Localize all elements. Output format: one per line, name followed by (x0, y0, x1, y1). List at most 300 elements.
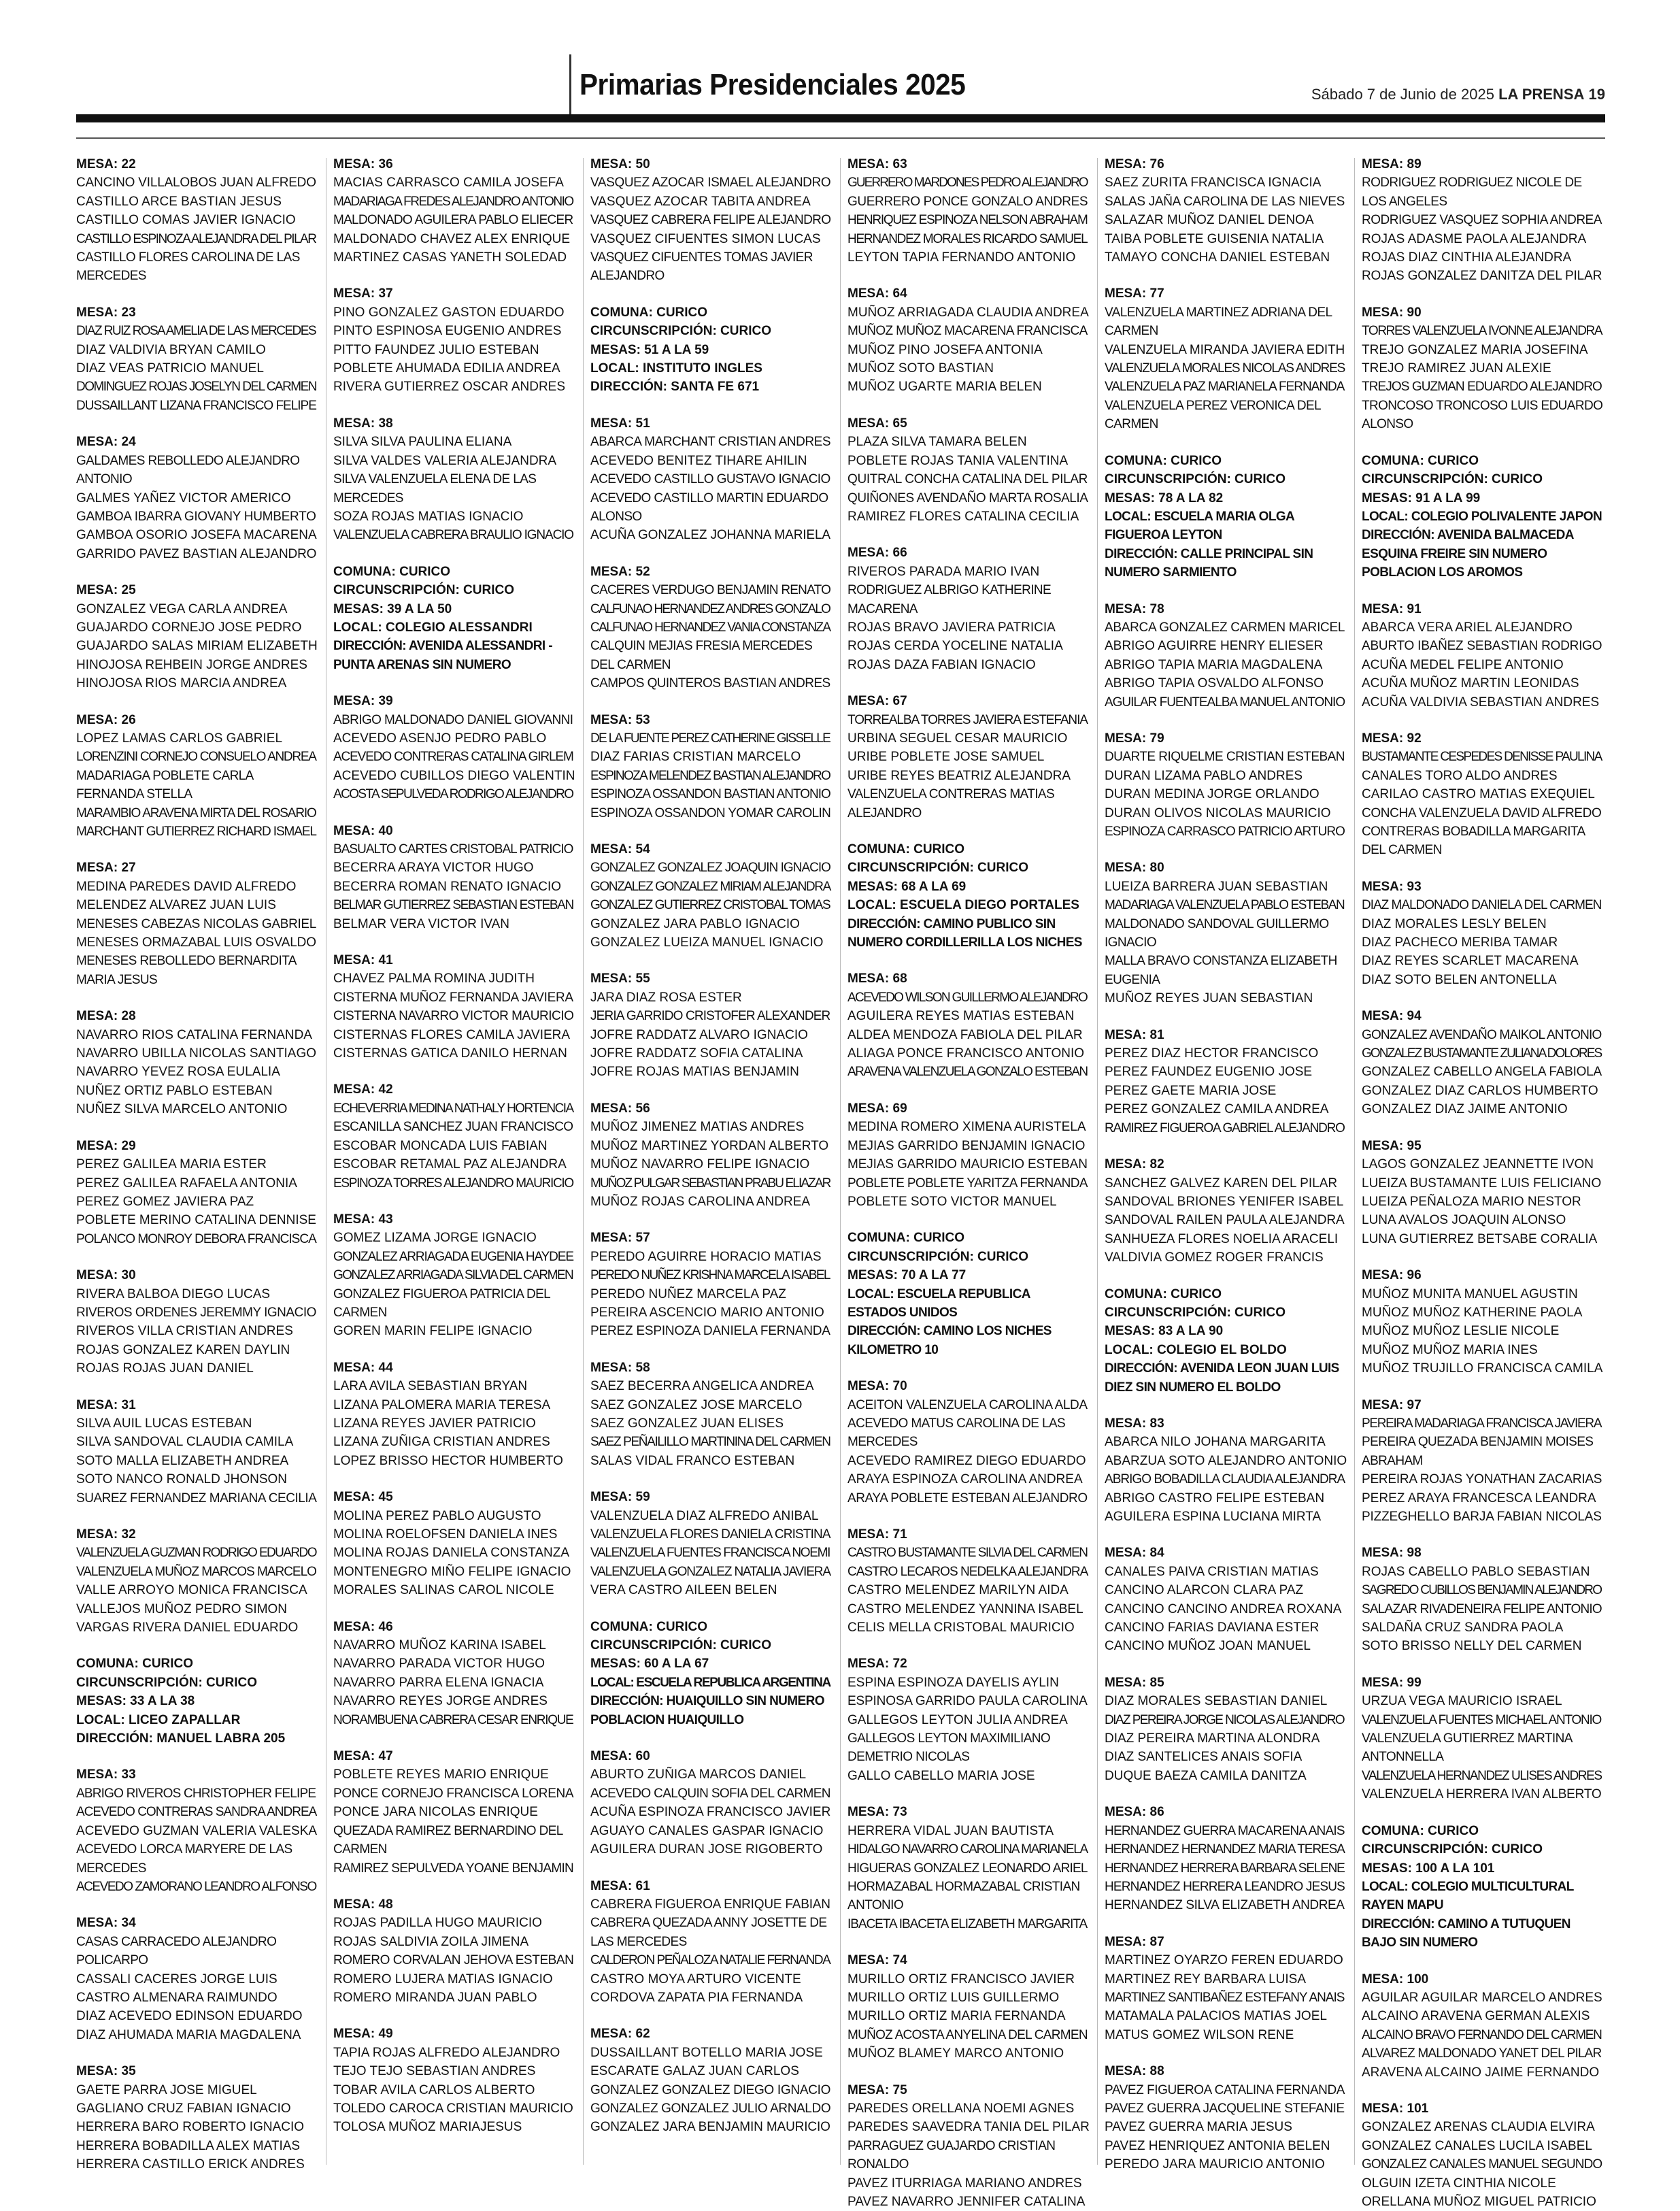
mesa-block (1105, 284, 1347, 433)
mesa-block (847, 414, 1090, 526)
voter-name: LARA AVILA SEBASTIAN BRYAN (333, 1379, 528, 1394)
mesa-block (76, 1396, 318, 1508)
mesa-block (76, 1266, 318, 1378)
polling-place-line: CIRCUNSCRIPCIÓN: CURICO (590, 1638, 771, 1653)
voter-name: DURAN MEDINA JORGE ORLANDO (1105, 787, 1320, 802)
mesa-label: MESA: 54 (590, 842, 650, 857)
voter-name: ACEVEDO CONTRERAS CATALINA GIRLEM (333, 750, 573, 765)
voter-name: TAPIA ROJAS ALFREDO ALEJANDRO (333, 2045, 560, 2060)
voter-name: SOTO MALLA ELIZABETH ANDREA (76, 1453, 289, 1468)
mesa-block (76, 155, 318, 286)
polling-place-line: LOCAL: COLEGIO MULTICULTURAL RAYEN MAPU (1362, 1879, 1574, 1913)
voter-name: GONZALEZ LUEIZA MANUEL IGNACIO (590, 935, 824, 950)
voter-name: CASAS CARRACEDO ALEJANDRO POLICARPO (76, 1934, 277, 1968)
voter-name: LUNA AVALOS JOAQUIN ALONSO (1362, 1213, 1566, 1228)
voter-name: ROJAS BRAVO JAVIERA PATRICIA (847, 620, 1056, 635)
voter-name: ACEVEDO CASTILLO MARTIN EDUARDO ALONSO (590, 491, 828, 524)
mesa-label: MESA: 99 (1362, 1675, 1422, 1690)
voter-name: GONZALEZ GONZALEZ JOAQUIN IGNACIO (590, 861, 830, 876)
voter-name: ARAVENA ALCAINO JAIME FERNANDO (1362, 2065, 1600, 2080)
voter-name: MEJIAS GARRIDO MAURICIO ESTEBAN (847, 1157, 1088, 1172)
mesa-block (333, 1618, 575, 1729)
voter-name: BELMAR VERA VICTOR IVAN (333, 916, 510, 931)
mesa-block (590, 563, 833, 693)
voter-name: TRONCOSO TRONCOSO LUIS EDUARDO ALONSO (1362, 398, 1603, 432)
voter-name: HORMAZABAL HORMAZABAL CRISTIAN ANTONIO (847, 1879, 1080, 1913)
voter-name: DIAZ VALDIVIA BRYAN CAMILO (76, 342, 266, 357)
voter-name: GONZALEZ DIAZ JAIME ANTONIO (1362, 1102, 1568, 1117)
voter-name: QUEZADA RAMIREZ BERNARDINO DEL CARMEN (333, 1823, 563, 1857)
voter-name: QUITRAL CONCHA CATALINA DEL PILAR (847, 472, 1088, 487)
voter-name: CORDOVA ZAPATA PIA FERNANDA (590, 1990, 803, 2005)
polling-place-line: LOCAL: COLEGIO EL BOLDO (1105, 1342, 1287, 1357)
voter-name: ALCAINO BRAVO FERNANDO DEL CARMEN (1362, 2027, 1602, 2042)
voter-name: GOREN MARIN FELIPE IGNACIO (333, 1324, 533, 1339)
voter-name: SANHUEZA FLORES NOELIA ARACELI (1105, 1231, 1339, 1246)
polling-place-line: CIRCUNSCRIPCIÓN: CURICO (1362, 472, 1543, 487)
voter-name: TOLOSA MUÑOZ MARIAJESUS (333, 2120, 522, 2135)
voter-name: MENESES REBOLLEDO BERNARDITA MARIA JESUS (76, 954, 296, 987)
voter-name: SAGREDO CUBILLOS BENJAMIN ALEJANDRO (1362, 1583, 1602, 1598)
voter-name: CANCINO MUÑOZ JOAN MANUEL (1105, 1639, 1311, 1654)
mesa-block (76, 1914, 318, 2044)
polling-place-block (590, 303, 833, 397)
mesa-block (590, 1488, 833, 1599)
voter-name: PEREDO NUÑEZ KRISHNA MARCELA ISABEL (590, 1268, 830, 1283)
voter-name: LIZANA PALOMERA MARIA TERESA (333, 1397, 551, 1412)
mesa-label: MESA: 72 (847, 1657, 907, 1672)
voter-name: DIAZ PEREIRA MARTINA ALONDRA (1105, 1731, 1320, 1746)
voter-name: ACOSTA SEPULVEDA RODRIGO ALEJANDRO (333, 787, 573, 802)
mesa-label: MESA: 97 (1362, 1397, 1422, 1412)
mesa-block (1105, 729, 1347, 841)
voter-name: POLANCO MONROY DEBORA FRANCISCA (76, 1231, 316, 1246)
voter-name: VALENZUELA GUTIERREZ MARTINA ANTONNELLA (1362, 1731, 1572, 1765)
voter-name: MUÑOZ SOTO BASTIAN (847, 361, 994, 376)
mesa-block (1362, 2099, 1604, 2211)
mesa-label: MESA: 84 (1105, 1546, 1164, 1561)
mesa-label: MESA: 24 (76, 435, 136, 450)
voter-name: CALDERON PEÑALOZA NATALIE FERNANDA (590, 1953, 830, 1968)
voter-name: HERRERA BOBADILLA ALEX MATIAS (76, 2138, 301, 2153)
voter-name: GONZALEZ BUSTAMANTE ZULIANA DOLORES (1362, 1046, 1602, 1061)
voter-name: GONZALEZ VEGA CARLA ANDREA (76, 601, 288, 616)
voter-name: PEREZ ARAYA FRANCESCA LEANDRA (1362, 1491, 1596, 1506)
voter-name: RIVEROS ORDENES JEREMMY IGNACIO (76, 1305, 316, 1320)
voter-name: SAEZ PEÑAILILLO MARTININA DEL CARMEN (590, 1435, 830, 1450)
mesa-block (1105, 1803, 1347, 1914)
voter-name: PEREZ GONZALEZ CAMILA ANDREA (1105, 1102, 1329, 1117)
voter-name: ABARCA VERA ARIEL ALEJANDRO (1362, 620, 1573, 635)
polling-place-line: COMUNA: CURICO (1105, 453, 1222, 468)
voter-name: PAVEZ GUERRA MARIA JESUS (1105, 2120, 1292, 2135)
voter-name: PEREDO AGUIRRE HORACIO MATIAS (590, 1249, 822, 1264)
voter-name: MATAMALA PALACIOS MATIAS JOEL (1105, 2009, 1327, 2024)
voter-name: JOFRE RADDATZ ALVARO IGNACIO (590, 1027, 808, 1042)
voter-name: ROJAS DIAZ CINTHIA ALEJANDRA (1362, 250, 1572, 265)
voter-name: VALENZUELA GUZMAN RODRIGO EDUARDO (76, 1546, 316, 1561)
voter-name: VALENZUELA HERNANDEZ ULISES ANDRES (1362, 1768, 1602, 1783)
voter-name: GUAJARDO CORNEJO JOSE PEDRO (76, 620, 302, 635)
voter-name: VERA CASTRO AILEEN BELEN (590, 1583, 777, 1598)
voter-name: CISTERNAS GATICA DANILO HERNAN (333, 1046, 567, 1061)
voter-name: VALDIVIA GOMEZ ROGER FRANCIS (1105, 1250, 1324, 1265)
mesa-label: MESA: 51 (590, 416, 650, 431)
voter-name: PEREIRA ROJAS YONATHAN ZACARIAS (1362, 1472, 1602, 1487)
mesa-label: MESA: 63 (847, 157, 907, 171)
page-number: 19 (1588, 86, 1605, 103)
mesa-block (590, 2025, 833, 2136)
voter-name: VALENZUELA GONZALEZ NATALIA JAVIERA (590, 1564, 830, 1579)
polling-place-line: COMUNA: CURICO (1105, 1286, 1222, 1301)
voter-name: DIAZ MORALES LESLY BELEN (1362, 916, 1547, 931)
voter-name: RODRIGUEZ RODRIGUEZ NICOLE DE LOS ANGELES (1362, 176, 1582, 209)
mesa-block (1105, 1414, 1347, 1526)
mesa-block (590, 840, 833, 952)
voter-name: ROJAS GONZALEZ DANITZA DEL PILAR (1362, 269, 1602, 284)
voter-name: ROJAS GONZALEZ KAREN DAYLIN (76, 1342, 290, 1357)
voter-name: ARAYA ESPINOZA CAROLINA ANDREA (847, 1472, 1083, 1487)
voter-name: DIAZ AHUMADA MARIA MAGDALENA (76, 2027, 301, 2042)
voter-name: LIZANA ZUÑIGA CRISTIAN ANDRES (333, 1435, 550, 1450)
mesa-label: MESA: 71 (847, 1527, 907, 1542)
voter-name: MALDONADO SANDOVAL GUILLERMO IGNACIO (1105, 916, 1329, 950)
voter-name: GONZALEZ DIAZ CARLOS HUMBERTO (1362, 1083, 1598, 1098)
voter-name: PIZZEGHELLO BARJA FABIAN NICOLAS (1362, 1510, 1602, 1524)
voter-name: SANCHEZ GALVEZ KAREN DEL PILAR (1105, 1176, 1338, 1191)
voter-name: CASTRO MELENDEZ YANNINA ISABEL (847, 1601, 1083, 1616)
voter-name: DE LA FUENTE PEREZ CATHERINE GISSELLE (590, 731, 830, 746)
voter-name: PONCE JARA NICOLAS ENRIQUE (333, 1805, 538, 1820)
voter-name: ROMERO CORVALAN JEHOVA ESTEBAN (333, 1953, 574, 1968)
voter-name: ABRIGO CASTRO FELIPE ESTEBAN (1105, 1491, 1325, 1506)
voter-name: LOPEZ LAMAS CARLOS GABRIEL (76, 731, 283, 746)
voter-name: ABARCA GONZALEZ CARMEN MARICEL (1105, 620, 1345, 635)
voter-name: ACEVEDO CUBILLOS DIEGO VALENTIN (333, 768, 575, 783)
mesa-block (1362, 878, 1604, 989)
voter-name: HERRERA VIDAL JUAN BAUTISTA (847, 1823, 1054, 1838)
polling-place-line: COMUNA: CURICO (590, 1619, 708, 1634)
voter-name: PEREZ DIAZ HECTOR FRANCISCO (1105, 1046, 1319, 1061)
voter-name: ABURTO IBAÑEZ SEBASTIAN RODRIGO (1362, 639, 1602, 654)
mesa-label: MESA: 98 (1362, 1546, 1422, 1561)
voter-name: VARGAS RIVERA DANIEL EDUARDO (76, 1620, 299, 1635)
polling-place-line: MESAS: 33 A LA 38 (76, 1694, 195, 1709)
mesa-label: MESA: 30 (76, 1268, 136, 1283)
voter-name: MARTINEZ OYARZO FEREN EDUARDO (1105, 1953, 1343, 1968)
voter-name: ACEVEDO GUZMAN VALERIA VALESKA (76, 1823, 318, 1838)
voter-name: AGUILERA REYES MATIAS ESTEBAN (847, 1009, 1075, 1024)
voter-name: RIVEROS VILLA CRISTIAN ANDRES (76, 1324, 293, 1339)
polling-place-block (847, 1229, 1090, 1359)
voter-name: URIBE POBLETE JOSE SAMUEL (847, 750, 1045, 765)
mesa-block (333, 284, 575, 396)
mesa-label: MESA: 94 (1362, 1009, 1422, 1024)
mesa-label: MESA: 85 (1105, 1675, 1164, 1690)
voter-name: HINOJOSA REHBEIN JORGE ANDRES (76, 657, 307, 672)
voter-name: MOLINA ROJAS DANIELA CONSTANZA (333, 1546, 570, 1561)
polling-place-line: LOCAL: COLEGIO POLIVALENTE JAPON (1362, 509, 1602, 524)
mesa-block (1105, 600, 1347, 712)
voter-name: SALAS VIDAL FRANCO ESTEBAN (590, 1453, 795, 1468)
polling-place-line: MESAS: 83 A LA 90 (1105, 1324, 1224, 1339)
voter-name: ESPINOZA MELENDEZ BASTIAN ALEJANDRO (590, 768, 830, 783)
voter-name: BELMAR GUTIERREZ SEBASTIAN ESTEBAN (333, 898, 573, 913)
mesa-block (333, 155, 575, 267)
mesa-block (1105, 1544, 1347, 1655)
voter-name: CANCINO ALARCON CLARA PAZ (1105, 1583, 1304, 1598)
voter-name: GALMES YAÑEZ VICTOR AMERICO (76, 491, 291, 505)
mesa-label: MESA: 78 (1105, 601, 1164, 616)
voter-name: VASQUEZ CABRERA FELIPE ALEJANDRO (590, 213, 831, 228)
voter-name: AGUILERA DURAN JOSE RIGOBERTO (590, 1842, 823, 1857)
voter-name: URIBE REYES BEATRIZ ALEJANDRA (847, 768, 1071, 783)
voter-name: AGUILERA ESPINA LUCIANA MIRTA (1105, 1510, 1322, 1524)
newspaper-name: LA PRENSA (1498, 86, 1585, 103)
voter-name: CASTRO MOYA ARTURO VICENTE (590, 1972, 801, 1986)
voter-name: ROJAS ROJAS JUAN DANIEL (76, 1361, 254, 1376)
voter-name: CISTERNAS FLORES CAMILA JAVIERA (333, 1027, 571, 1042)
voter-name: IBACETA IBACETA ELIZABETH MARGARITA (847, 1916, 1088, 1931)
voter-name: HERRERA BARO ROBERTO IGNACIO (76, 2120, 305, 2135)
mesa-block (847, 1099, 1090, 1211)
mesa-label: MESA: 35 (76, 2064, 136, 2079)
mesa-label: MESA: 46 (333, 1619, 393, 1634)
voter-name: GONZALEZ GONZALEZ JULIO ARNALDO (590, 2101, 831, 2116)
mesa-block (590, 711, 833, 822)
voter-name: ROJAS CERDA YOCELINE NATALIA (847, 639, 1063, 654)
polling-place-block (847, 840, 1090, 952)
voter-name: MUÑOZ MUÑOZ LESLIE NICOLE (1362, 1324, 1560, 1339)
polling-place-line: COMUNA: CURICO (590, 305, 708, 320)
voter-name: MORALES SALINAS CAROL NICOLE (333, 1583, 554, 1598)
voter-name: RAMIREZ FIGUEROA GABRIEL ALEJANDRO (1105, 1120, 1345, 1135)
voter-name: MUÑOZ UGARTE MARIA BELEN (847, 380, 1042, 395)
polling-place-line: CIRCUNSCRIPCIÓN: CURICO (847, 861, 1028, 876)
voter-name: TORRES VALENZUELA IVONNE ALEJANDRA (1362, 324, 1602, 339)
voter-name: VALENZUELA MUÑOZ MARCOS MARCELO (76, 1564, 316, 1579)
polling-place-line: MESAS: 70 A LA 77 (847, 1268, 967, 1283)
voter-name: ACEITON VALENZUELA CAROLINA ALDA (847, 1397, 1088, 1412)
mesa-label: MESA: 77 (1105, 286, 1164, 301)
voter-name: RIVERA GUTIERREZ OSCAR ANDRES (333, 380, 566, 395)
voter-name: ABARZUA SOTO ALEJANDRO ANTONIO (1105, 1453, 1347, 1468)
mesa-block (1362, 1396, 1604, 1527)
mesa-label: MESA: 96 (1362, 1268, 1422, 1283)
voter-name: SANDOVAL RAILEN PAULA ALEJANDRA (1105, 1213, 1345, 1228)
voter-name: PEREZ GALILEA RAFAELA ANTONIA (76, 1176, 297, 1191)
polling-place-line: MESAS: 39 A LA 50 (333, 601, 452, 616)
mesa-block (333, 414, 575, 545)
polling-place-line: CIRCUNSCRIPCIÓN: CURICO (847, 1249, 1028, 1264)
voter-name: PEREIRA ASCENCIO MARIO ANTONIO (590, 1305, 824, 1320)
voter-name: SOTO NANCO RONALD JHONSON (76, 1472, 288, 1487)
mesa-label: MESA: 65 (847, 416, 907, 431)
polling-place-line: MESAS: 91 A LA 99 (1362, 491, 1481, 505)
voter-name: DIAZ SANTELICES ANAIS SOFIA (1105, 1750, 1303, 1765)
voter-name: MURILLO ORTIZ MARIA FERNANDA (847, 2009, 1066, 2024)
voter-name: DURAN OLIVOS NICOLAS MAURICIO (1105, 805, 1331, 820)
mesa-label: MESA: 34 (76, 1916, 136, 1931)
voter-name: VALENZUELA CABRERA BRAULIO IGNACIO (333, 528, 573, 543)
mesa-block (333, 951, 575, 1063)
mesa-label: MESA: 87 (1105, 1934, 1164, 1949)
mesa-label: MESA: 26 (76, 712, 136, 727)
voter-name: DIAZ PEREIRA JORGE NICOLAS ALEJANDRO (1105, 1712, 1345, 1727)
voter-name: VASQUEZ CIFUENTES TOMAS JAVIER ALEJANDRO (590, 250, 813, 284)
mesa-label: MESA: 42 (333, 1082, 393, 1097)
mesa-label: MESA: 100 (1362, 1972, 1429, 1986)
voter-name: ABRIGO BOBADILLA CLAUDIA ALEJANDRA (1105, 1472, 1345, 1487)
voter-name: CELIS MELLA CRISTOBAL MAURICIO (847, 1620, 1075, 1635)
voter-name: LUEIZA PEÑALOZA MARIO NESTOR (1362, 1194, 1581, 1209)
voter-name: TAMAYO CONCHA DANIEL ESTEBAN (1105, 250, 1330, 265)
voter-name: VALENZUELA CONTRERAS MATIAS ALEJANDRO (847, 787, 1055, 820)
voter-name: DIAZ SOTO BELEN ANTONELLA (1362, 972, 1557, 987)
voter-name: GONZALEZ ARENAS CLAUDIA ELVIRA (1362, 2120, 1595, 2135)
voter-name: JOFRE RADDATZ SOFIA CATALINA (590, 1046, 803, 1061)
polling-place-line: LOCAL: ESCUELA REPUBLICA ESTADOS UNIDOS (847, 1286, 1030, 1320)
voter-name: GONZALEZ AVENDAÑO MAIKOL ANTONIO (1362, 1027, 1602, 1042)
mesa-label: MESA: 56 (590, 1101, 650, 1116)
voter-name: VASQUEZ CIFUENTES SIMON LUCAS (590, 231, 821, 246)
polling-place-line: CIRCUNSCRIPCIÓN: CURICO (333, 583, 514, 598)
polling-place-line: MESAS: 51 A LA 59 (590, 342, 709, 357)
voter-name: HENRIQUEZ ESPINOZA NELSON ABRAHAM (847, 213, 1088, 228)
mesa-label: MESA: 22 (76, 157, 136, 171)
voter-name: DOMINGUEZ ROJAS JOSELYN DEL CARMEN (76, 380, 316, 395)
voter-name: HERNANDEZ HERRERA BARBARA SELENE (1105, 1861, 1345, 1876)
voter-name: JARA DIAZ ROSA ESTER (590, 990, 742, 1005)
mesa-label: MESA: 53 (590, 712, 650, 727)
mesa-block (333, 1210, 575, 1341)
voter-name: CASTILLO ESPINOZA ALEJANDRA DEL PILAR (76, 231, 316, 246)
voter-name: TAIBA POBLETE GUISENIA NATALIA (1105, 231, 1324, 246)
mesa-label: MESA: 29 (76, 1138, 136, 1153)
voter-name: GONZALEZ GONZALEZ MIRIAM ALEJANDRA (590, 879, 830, 894)
polling-place-line: DIRECCIÓN: HUAIQUILLO SIN NUMERO POBLACION HUAIQUILLO (590, 1694, 824, 1727)
voter-name: DIAZ ACEVEDO EDINSON EDUARDO (76, 2009, 303, 2024)
voter-name: ACEVEDO RAMIREZ DIEGO EDUARDO (847, 1453, 1086, 1468)
voter-name: POBLETE REYES MARIO ENRIQUE (333, 1767, 549, 1782)
mesa-label: MESA: 23 (76, 305, 136, 320)
voter-name: MEJIAS GARRIDO BENJAMIN IGNACIO (847, 1138, 1086, 1153)
voter-name: MALLA BRAVO CONSTANZA ELIZABETH EUGENIA (1105, 954, 1337, 987)
voter-name: PINO GONZALEZ GASTON EDUARDO (333, 305, 565, 320)
voter-name: PONCE CORNEJO FRANCISCA LORENA (333, 1786, 574, 1801)
voter-name: BUSTAMANTE CESPEDES DENISSE PAULINA (1362, 750, 1602, 765)
voter-name: DIAZ FARIAS CRISTIAN MARCELO (590, 750, 801, 765)
mesa-block (333, 1359, 575, 1470)
voter-name: ARAVENA VALENZUELA GONZALO ESTEBAN (847, 1065, 1088, 1080)
mesa-block (76, 303, 318, 415)
voter-name: SANDOVAL BRIONES YENIFER ISABEL (1105, 1194, 1344, 1209)
polling-place-line: LOCAL: ESCUELA REPUBLICA ARGENTINA (590, 1675, 830, 1690)
column-separator (1354, 158, 1355, 2165)
voter-name: PEREDO NUÑEZ MARCELA PAZ (590, 1286, 786, 1301)
mesa-block (333, 2025, 575, 2136)
polling-place-block (1105, 1285, 1347, 1397)
voter-name: MARTINEZ REY BARBARA LUISA (1105, 1972, 1306, 1986)
voter-name: GUERRERO MARDONES PEDRO ALEJANDRO (847, 176, 1088, 190)
voter-name: VALENZUELA HERRERA IVAN ALBERTO (1362, 1787, 1602, 1802)
column-separator (583, 158, 584, 2165)
polling-place-line: CIRCUNSCRIPCIÓN: CURICO (1105, 472, 1286, 487)
voter-name: DUSSAILLANT BOTELLO MARIA JOSE (590, 2045, 823, 2060)
voter-name: ACEVEDO CASTILLO GUSTAVO IGNACIO (590, 472, 830, 487)
mesa-label: MESA: 73 (847, 1805, 907, 1820)
polling-place-line: CIRCUNSCRIPCIÓN: CURICO (76, 1675, 257, 1690)
header-divider (569, 54, 571, 118)
voter-name: TREJOS GUZMAN EDUARDO ALEJANDRO (1362, 380, 1602, 395)
voter-name: SOTO BRISSO NELLY DEL CARMEN (1362, 1639, 1582, 1654)
voter-name: NORAMBUENA CABRERA CESAR ENRIQUE (333, 1712, 573, 1727)
voter-name: VALENZUELA FUENTES MICHAEL ANTONIO (1362, 1712, 1602, 1727)
folio (1311, 86, 1605, 103)
voter-name: GONZALEZ CABELLO ANGELA FABIOLA (1362, 1065, 1602, 1080)
mesa-label: MESA: 25 (76, 583, 136, 598)
mesa-block (76, 1137, 318, 1248)
voter-name: PAREDES ORELLANA NOEMI AGNES (847, 2101, 1075, 2116)
mesa-label: MESA: 88 (1105, 2064, 1164, 2079)
voter-name: ACEVEDO CONTRERAS SANDRA ANDREA (76, 1805, 317, 1820)
voter-name: PAREDES SAAVEDRA TANIA DEL PILAR (847, 2120, 1090, 2135)
voter-name: ESPINOZA CARRASCO PATRICIO ARTURO (1105, 825, 1345, 839)
voter-name: SAEZ GONZALEZ JOSE MARCELO (590, 1397, 803, 1412)
polling-place-line: LOCAL: LICEO ZAPALLAR (76, 1712, 241, 1727)
voter-name: VALENZUELA MARTINEZ ADRIANA DEL CARMEN (1105, 305, 1332, 339)
voter-name: ESPINOZA OSSANDON BASTIAN ANTONIO (590, 787, 830, 802)
columns-container (76, 155, 1605, 2209)
voter-name: CASSALI CACERES JORGE LUIS (76, 1972, 278, 1986)
voter-name: BECERRA ARAYA VICTOR HUGO (333, 861, 534, 876)
mesa-label: MESA: 31 (76, 1397, 136, 1412)
voter-name: CISTERNA MUÑOZ FERNANDA JAVIERA (333, 990, 573, 1005)
voter-name: VALLE ARROYO MONICA FRANCISCA (76, 1583, 307, 1598)
voter-name: PINTO ESPINOSA EUGENIO ANDRES (333, 324, 562, 339)
polling-place-line: CIRCUNSCRIPCIÓN: CURICO (590, 324, 771, 339)
voter-name: ACUÑA ESPINOZA FRANCISCO JAVIER (590, 1805, 831, 1820)
page-header (76, 48, 1605, 124)
voter-name: GONZALEZ ARRIAGADA SILVIA DEL CARMEN (333, 1268, 573, 1283)
voter-name: MALDONADO AGUILERA PABLO ELIECER (333, 213, 573, 228)
mesa-block (1362, 1137, 1604, 1248)
polling-place-line: LOCAL: ESCUELA MARIA OLGA FIGUEROA LEYTON (1105, 509, 1294, 543)
voter-name: CHAVEZ PALMA ROMINA JUDITH (333, 971, 535, 986)
voter-name: MUÑOZ PULGAR SEBASTIAN PRABU ELIAZAR (590, 1176, 830, 1191)
voter-name: ACEVEDO CALQUIN SOFIA DEL CARMEN (590, 1786, 830, 1801)
polling-place-line: LOCAL: ESCUELA DIEGO PORTALES (847, 898, 1079, 913)
voter-name: HINOJOSA RIOS MARCIA ANDREA (76, 676, 287, 691)
voter-name: ABRIGO AGUIRRE HENRY ELIESER (1105, 639, 1324, 654)
voter-name: CANALES TORO ALDO ANDRES (1362, 768, 1558, 783)
mesa-block (847, 969, 1090, 1081)
voter-name: PAVEZ FIGUEROA CATALINA FERNANDA (1105, 2082, 1345, 2097)
voter-name: VALENZUELA FUENTES FRANCISCA NOEMI (590, 1546, 830, 1561)
voter-name: ESCOBAR MONCADA LUIS FABIAN (333, 1138, 548, 1153)
mesa-label: MESA: 92 (1362, 731, 1422, 746)
polling-place-block (76, 1655, 318, 1748)
mesa-label: MESA: 41 (333, 953, 393, 968)
voter-name: MELENDEZ ALVAREZ JUAN LUIS (76, 898, 276, 913)
mesa-label: MESA: 39 (333, 694, 393, 709)
voter-name: ESCANILLA SANCHEZ JUAN FRANCISCO (333, 1120, 573, 1135)
mesa-block (1362, 303, 1604, 434)
voter-name: MUÑOZ ARRIAGADA CLAUDIA ANDREA (847, 305, 1089, 320)
voter-name: SILVA SILVA PAULINA ELIANA (333, 435, 512, 450)
voter-name: ACUÑA MEDEL FELIPE ANTONIO (1362, 657, 1564, 672)
mesa-label: MESA: 74 (847, 1953, 907, 1968)
